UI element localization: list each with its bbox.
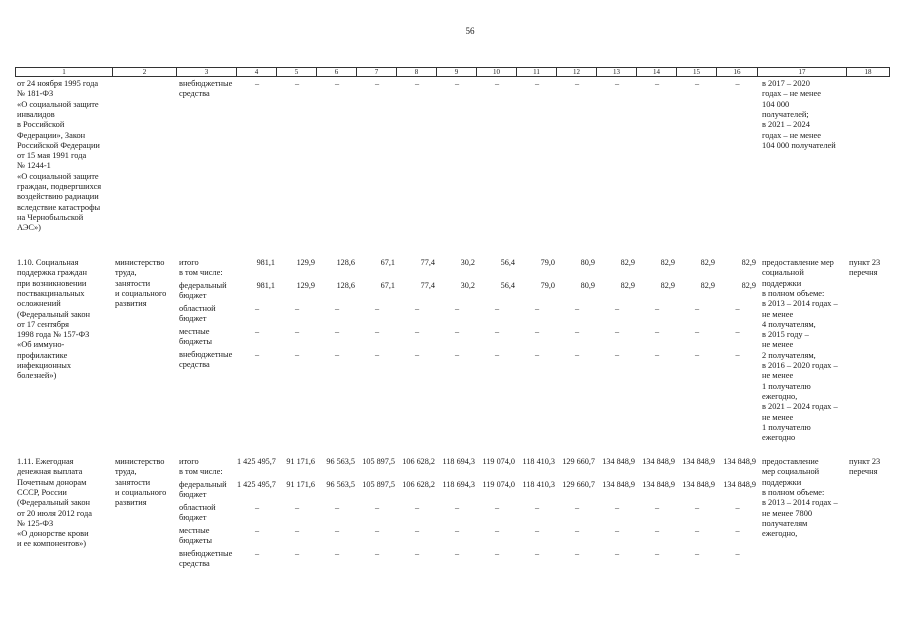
funding-value: 1 425 495,7 (237, 479, 276, 489)
funding-value: 134 848,9 (682, 479, 715, 489)
result-line: не менее (762, 412, 794, 422)
funding-value: 134 848,9 (642, 457, 675, 466)
funding-value: 134 848,9 (602, 457, 635, 466)
measure-title-line: 1.10. Социальная (17, 258, 79, 267)
funding-value: – (334, 502, 340, 512)
funding-value: 56,4 (500, 258, 515, 267)
funding-value: 79,0 (540, 258, 555, 267)
funding-value: – (414, 548, 420, 558)
funding-value: – (454, 79, 460, 88)
measure-title-line: «О социальной защите (17, 99, 99, 109)
header-cell-5: 5 (277, 67, 317, 77)
funding-value: – (534, 79, 540, 88)
funding-source-line: итого (179, 457, 199, 466)
measure-title-line: Российской Федерации (17, 140, 100, 150)
executor-line: развития (115, 498, 147, 508)
funding-value: 96 563,5 (326, 479, 355, 489)
executor-line: труда, (115, 268, 137, 278)
measure-title-line: № 1244-1 (17, 161, 51, 171)
measure-title-line: вследствие катастрофы (17, 202, 101, 212)
funding-value: 118 694,3 (442, 479, 475, 489)
funding-value: – (654, 79, 660, 88)
funding-value: – (574, 79, 580, 88)
funding-value: 105 897,5 (362, 479, 395, 489)
funding-value: 30,2 (460, 280, 475, 290)
funding-value: – (574, 303, 580, 313)
funding-value: – (494, 79, 500, 88)
funding-value: – (574, 525, 580, 535)
funding-value: – (374, 525, 380, 535)
executor-line: занятости (115, 278, 151, 288)
reference-line: перечня (849, 467, 878, 477)
measure-title-line: № 181-ФЗ (17, 89, 54, 99)
funding-value: – (294, 79, 300, 88)
funding-value: – (694, 548, 700, 558)
funding-value: – (735, 502, 740, 512)
funding-value: 96 563,5 (326, 457, 355, 466)
funding-value: – (735, 525, 740, 535)
header-cell-13: 13 (597, 67, 637, 77)
header-cell-14: 14 (637, 67, 677, 77)
funding-source-line: бюджет (179, 513, 207, 523)
funding-value: 105 897,5 (362, 457, 395, 466)
header-cell-10: 10 (477, 67, 517, 77)
funding-value: 118 694,3 (442, 457, 475, 466)
funding-source-line: внебюджетные (179, 79, 233, 88)
result-line: 4 получателям, (762, 319, 816, 329)
funding-value: 119 074,0 (482, 457, 515, 466)
reference-line: пункт 23 (849, 457, 881, 466)
result-line: в 2015 году – (762, 330, 809, 340)
funding-source-line: областной (179, 303, 216, 313)
result-line: ежегодно, (762, 391, 798, 401)
result-line: не менее 7800 (762, 508, 813, 518)
executor-line: министерство (115, 258, 165, 267)
header-cell-15: 15 (677, 67, 717, 77)
funding-value: – (614, 525, 620, 535)
funding-value: – (254, 502, 260, 512)
funding-source-line: бюджет (179, 314, 207, 324)
funding-value: – (454, 326, 460, 336)
header-cell-18: 18 (847, 67, 890, 77)
funding-value: – (534, 548, 540, 558)
funding-value: – (574, 502, 580, 512)
funding-source-line: в том числе: (179, 268, 223, 278)
measure-title-line: СССР, России (17, 487, 67, 497)
funding-source-line: местные (179, 326, 210, 336)
funding-value: 134 848,9 (602, 479, 635, 489)
funding-value: – (614, 303, 620, 313)
funding-value: – (294, 326, 300, 336)
header-cell-16: 16 (717, 67, 758, 77)
funding-value: – (294, 502, 300, 512)
measure-title-line: от 20 июля 2012 года (17, 508, 92, 518)
funding-source-line: бюджет (179, 490, 207, 500)
result-line: социальной (762, 268, 804, 278)
result-line: в 2016 – 2020 годах – (762, 361, 838, 370)
funding-value: – (334, 525, 340, 535)
funding-value: 134 848,9 (642, 479, 675, 489)
measure-title-line: «О донорстве крови (17, 529, 89, 539)
funding-value: 106 628,2 (402, 457, 435, 466)
funding-value: – (654, 326, 660, 336)
measure-title-line: 1998 года № 157-ФЗ (17, 330, 90, 340)
funding-value: 82,9 (660, 280, 675, 290)
funding-value: – (254, 326, 260, 336)
funding-value: 91 171,6 (286, 479, 315, 489)
funding-value: – (254, 525, 260, 535)
funding-value: – (494, 326, 500, 336)
result-line: 1 получателю (762, 381, 811, 391)
funding-value: – (254, 79, 260, 88)
funding-value: 128,6 (336, 280, 355, 290)
funding-value: 91 171,6 (286, 457, 315, 466)
funding-value: – (414, 303, 420, 313)
executor-line: министерство (115, 457, 165, 466)
funding-value: 80,9 (580, 280, 595, 290)
measure-title-line: от 24 ноября 1995 года (17, 79, 99, 88)
funding-value: 56,4 (500, 280, 515, 290)
result-line: годах – не менее (762, 130, 821, 140)
executor-line: и социального (115, 487, 167, 497)
funding-source-line: внебюджетные (179, 349, 233, 359)
funding-source-line: бюджет (179, 291, 207, 301)
funding-source-line: федеральный (179, 479, 227, 489)
funding-value: 82,9 (700, 280, 715, 290)
funding-value: – (374, 326, 380, 336)
funding-value: – (614, 326, 620, 336)
funding-value: – (414, 79, 420, 88)
result-line: годах – не менее (762, 89, 821, 99)
funding-value: 77,4 (420, 280, 435, 290)
funding-value: – (254, 303, 260, 313)
header-cell-6: 6 (317, 67, 357, 77)
funding-value: – (694, 525, 700, 535)
funding-value: 118 410,3 (522, 479, 555, 489)
funding-source-line: итого (179, 258, 199, 267)
result-line: в 2013 – 2014 годах – (762, 299, 838, 309)
funding-value: – (374, 303, 380, 313)
measure-title-line: воздействию радиации (17, 192, 99, 202)
result-line: предоставление мер (762, 258, 834, 267)
funding-value: – (334, 303, 340, 313)
funding-value: – (735, 548, 740, 558)
result-line: не менее (762, 371, 794, 381)
funding-value: 128,6 (336, 258, 355, 267)
header-cell-1: 1 (15, 67, 113, 77)
measure-title-line: инфекционных (17, 361, 72, 370)
page-number: 56 (465, 26, 475, 36)
funding-value: 82,9 (620, 280, 635, 290)
result-line: поддержки (762, 278, 802, 288)
funding-value: 134 848,9 (723, 479, 756, 489)
result-line: в 2021 – 2024 (762, 120, 810, 130)
funding-value: 82,9 (741, 258, 756, 267)
header-cell-4: 4 (237, 67, 277, 77)
measure-title-line: от 15 мая 1991 года (17, 151, 87, 161)
result-line: 104 000 получателей (762, 140, 836, 150)
funding-value: – (334, 548, 340, 558)
measure-title-line: в Российской (17, 120, 65, 130)
funding-value: – (334, 79, 340, 88)
result-line: в 2017 – 2020 (762, 79, 810, 88)
funding-source-line: внебюджетные (179, 548, 233, 558)
funding-value: – (414, 349, 420, 359)
funding-value: 82,9 (741, 280, 756, 290)
funding-value: – (694, 349, 700, 359)
funding-value: 134 848,9 (723, 457, 756, 466)
funding-value: – (654, 349, 660, 359)
result-line: получателям (762, 518, 808, 528)
funding-value: – (294, 303, 300, 313)
funding-value: – (294, 525, 300, 535)
funding-value: – (574, 349, 580, 359)
funding-value: 106 628,2 (402, 479, 435, 489)
funding-value: – (294, 349, 300, 359)
funding-value: – (334, 349, 340, 359)
measure-title-line: и ее компонентов») (17, 539, 87, 549)
funding-value: – (574, 326, 580, 336)
funding-value: 82,9 (700, 258, 715, 267)
result-line: 1 получателю (762, 422, 811, 432)
funding-value: – (294, 548, 300, 558)
funding-value: – (454, 349, 460, 359)
funding-source-line: в том числе: (179, 467, 223, 477)
header-cell-9: 9 (437, 67, 477, 77)
result-line: не менее (762, 309, 794, 319)
funding-value: – (494, 349, 500, 359)
executor-line: и социального (115, 288, 167, 298)
funding-value: – (534, 525, 540, 535)
measure-title-line: Федерации», Закон (17, 130, 86, 140)
funding-value: 129 660,7 (562, 479, 595, 489)
funding-source-line: средства (179, 558, 210, 568)
funding-value: – (735, 349, 740, 359)
measure-title-line: денежная выплата (17, 467, 83, 477)
funding-value: – (254, 548, 260, 558)
funding-source-line: средства (179, 359, 210, 369)
funding-value: 129,9 (296, 280, 315, 290)
measure-title-line: «Об иммуно- (17, 340, 65, 350)
measure-title-line: поствакцинальных (17, 288, 85, 298)
header-cell-7: 7 (357, 67, 397, 77)
funding-source-line: бюджеты (179, 536, 213, 545)
funding-value: – (694, 326, 700, 336)
funding-value: – (614, 548, 620, 558)
funding-value: – (494, 525, 500, 535)
funding-value: – (534, 326, 540, 336)
result-line: поддержки (762, 477, 802, 487)
funding-value: – (534, 502, 540, 512)
funding-value: – (534, 303, 540, 313)
funding-value: – (735, 303, 740, 313)
measure-title-line: Почетным донорам (17, 477, 87, 487)
funding-value: 30,2 (460, 258, 475, 267)
funding-source-line: бюджеты (179, 337, 213, 346)
funding-value: – (414, 326, 420, 336)
measure-title-line: инвалидов (17, 109, 55, 119)
funding-value: – (454, 548, 460, 558)
reference-line: перечня (849, 268, 878, 278)
funding-value: – (574, 548, 580, 558)
measure-title-line: от 17 сентября (17, 319, 70, 329)
result-line: ежегодно (762, 433, 796, 443)
funding-value: – (374, 502, 380, 512)
funding-value: 981,1 (256, 258, 275, 267)
header-cell-8: 8 (397, 67, 437, 77)
funding-value: 82,9 (620, 258, 635, 267)
funding-value: 79,0 (540, 280, 555, 290)
funding-source-line: федеральный (179, 280, 227, 290)
funding-source-line: местные (179, 525, 210, 535)
funding-value: – (494, 502, 500, 512)
funding-value: – (694, 303, 700, 313)
measure-title-line: граждан, подвергшихся (17, 182, 102, 191)
result-line: не менее (762, 340, 794, 350)
header-cell-2: 2 (113, 67, 177, 77)
funding-value: – (735, 79, 740, 88)
funding-value: – (654, 548, 660, 558)
result-line: получателей; (762, 109, 809, 119)
funding-value: 67,1 (380, 280, 395, 290)
measure-title-line: АЭС») (17, 223, 41, 233)
funding-value: 129 660,7 (562, 457, 595, 466)
header-cell-3: 3 (177, 67, 237, 77)
funding-value: – (694, 79, 700, 88)
funding-value: 80,9 (580, 258, 595, 267)
result-line: в 2021 – 2024 годах – (762, 402, 838, 412)
result-line: в 2013 – 2014 годах – (762, 498, 838, 508)
funding-value: – (654, 525, 660, 535)
funding-value: 82,9 (660, 258, 675, 267)
funding-value: – (614, 502, 620, 512)
funding-value: – (374, 548, 380, 558)
executor-line: развития (115, 299, 147, 309)
measure-title-line: болезней») (17, 371, 57, 381)
measure-title-line: осложнений (17, 299, 61, 309)
funding-value: – (374, 79, 380, 88)
result-line: 2 получателям, (762, 350, 816, 360)
funding-value: – (454, 303, 460, 313)
result-line: в полном объеме: (762, 487, 825, 497)
result-line: предоставление (762, 457, 819, 466)
measure-title-line: (Федеральный закон (17, 309, 90, 319)
measure-title-line: «О социальной защите (17, 171, 99, 181)
measure-title-line: (Федеральный закон (17, 498, 90, 508)
funding-value: – (374, 349, 380, 359)
header-cell-17: 17 (758, 67, 847, 77)
result-line: 104 000 (762, 99, 790, 109)
funding-value: 981,1 (256, 280, 275, 290)
funding-value: – (414, 502, 420, 512)
measure-title-line: при возникновении (17, 278, 87, 288)
funding-value: 67,1 (380, 258, 395, 267)
funding-value: – (454, 502, 460, 512)
result-line: ежегодно, (762, 529, 798, 539)
funding-value: – (254, 349, 260, 359)
funding-value: – (414, 525, 420, 535)
measure-title-line: на Чернобыльской (17, 212, 84, 222)
funding-value: 1 425 495,7 (237, 457, 276, 466)
reference-line: пункт 23 (849, 258, 881, 267)
header-cell-12: 12 (557, 67, 597, 77)
funding-value: – (694, 502, 700, 512)
executor-line: труда, (115, 467, 137, 477)
funding-value: – (494, 303, 500, 313)
funding-value: 134 848,9 (682, 457, 715, 466)
measure-title-line: 1.11. Ежегодная (17, 457, 74, 466)
funding-value: 129,9 (296, 258, 315, 267)
funding-value: 119 074,0 (482, 479, 515, 489)
result-line: мер социальной (762, 467, 820, 477)
measure-title-line: № 125-ФЗ (17, 518, 54, 528)
executor-line: занятости (115, 477, 151, 487)
funding-value: – (614, 349, 620, 359)
result-line: в полном объеме: (762, 288, 825, 298)
measure-title-line: профилактике (17, 350, 68, 360)
funding-value: 77,4 (420, 258, 435, 267)
funding-value: – (735, 326, 740, 336)
funding-value: – (654, 303, 660, 313)
funding-value: – (494, 548, 500, 558)
header-cell-11: 11 (517, 67, 557, 77)
measure-title-line: поддержка граждан (17, 268, 87, 278)
funding-value: – (454, 525, 460, 535)
funding-value: – (614, 79, 620, 88)
funding-value: – (654, 502, 660, 512)
funding-value: 118 410,3 (522, 457, 555, 466)
funding-source-line: областной (179, 502, 216, 512)
funding-value: – (334, 326, 340, 336)
funding-source-line: средства (179, 89, 210, 99)
funding-value: – (534, 349, 540, 359)
